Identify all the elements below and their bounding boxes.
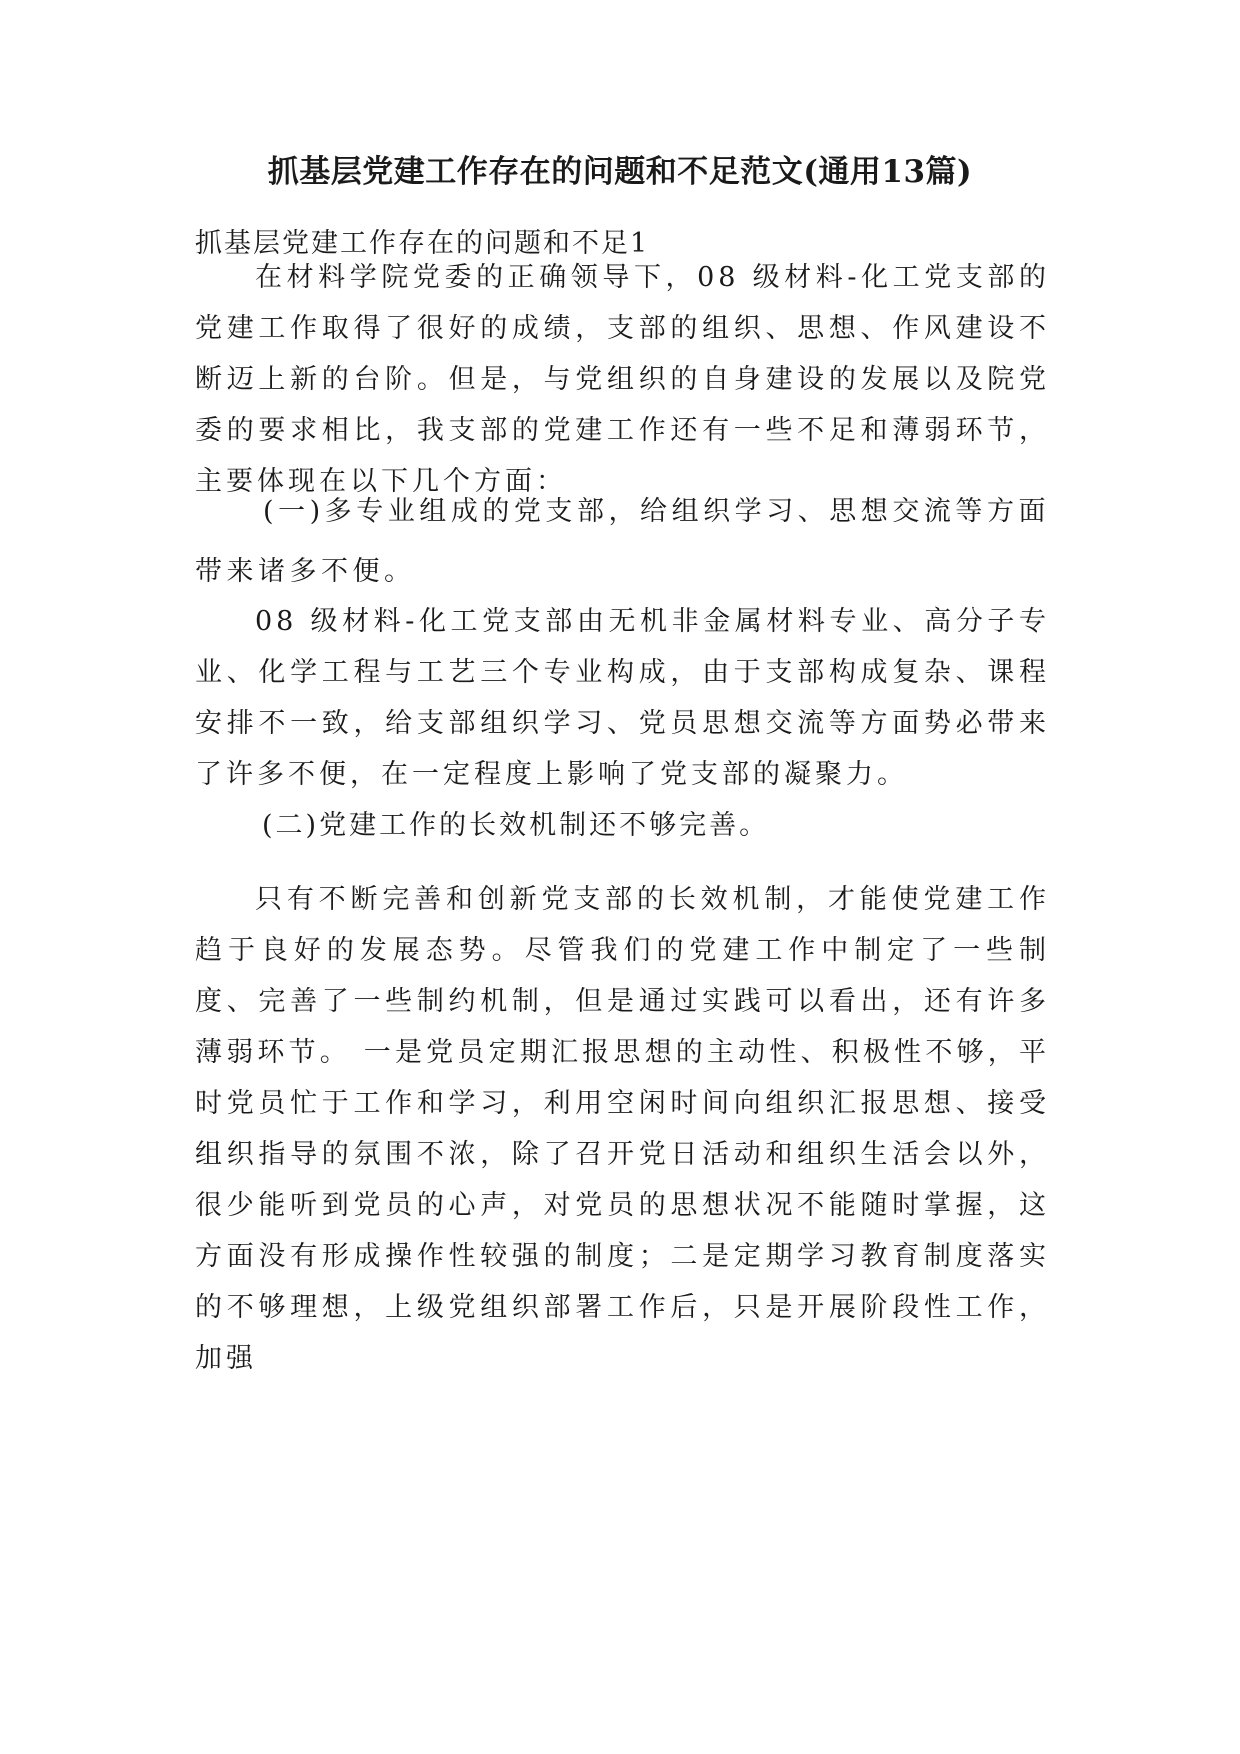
paragraph-three: 只有不断完善和创新党支部的长效机制，才能使党建工作趋于良好的发展态势。尽管我们的党建工作中制定了一些制度、完善了一些制约机制，但是通过实践可以看出，还有许多薄弱环节。 一是党员定期汇报思想的主动性、积极性不够，平时党员忙于工作和学习，利用空闲时间向组织汇报思想、接受组织指导的氛围不浓，除了召开党日活动和组织生活会以外，很少能听到党员的心声，对党员的思想状况不能随时掌握，这方面没有形成操作性较强的制度；二是定期学习教育制度落实的不够理想，上级党组织部署工作后，只是开展阶段性工作，加强 — [195, 884, 1050, 1374]
section-subtitle: 抓基层党建工作存在的问题和不足1 — [195, 228, 650, 259]
document-title: 抓基层党建工作存在的问题和不足范文(通用13篇) — [267, 154, 973, 190]
heading-one: (一)多专业组成的党支部，给组织学习、思想交流等方面带来诸多不便。 — [195, 496, 1050, 587]
paragraph-intro: 在材料学院党委的正确领导下，08 级材料-化工党支部的党建工作取得了很好的成绩，支部的组织、思想、作风建设不断迈上新的台阶。但是，与党组织的自身建设的发展以及院党委的要求相比，我支部的党建工作还有一些不足和薄弱环节，主要体现在以下几个方面： — [195, 262, 1050, 497]
paragraph-two: 08 级材料-化工党支部由无机非金属材料专业、高分子专业、化学工程与工艺三个专业构成，由于支部构成复杂、课程安排不一致，给支部组织学习、党员思想交流等方面势必带来了许多不便，在一定程度上影响了党支部的凝聚力。 — [195, 606, 1050, 790]
heading-two: (二)党建工作的长效机制还不够完善。 — [262, 810, 770, 841]
